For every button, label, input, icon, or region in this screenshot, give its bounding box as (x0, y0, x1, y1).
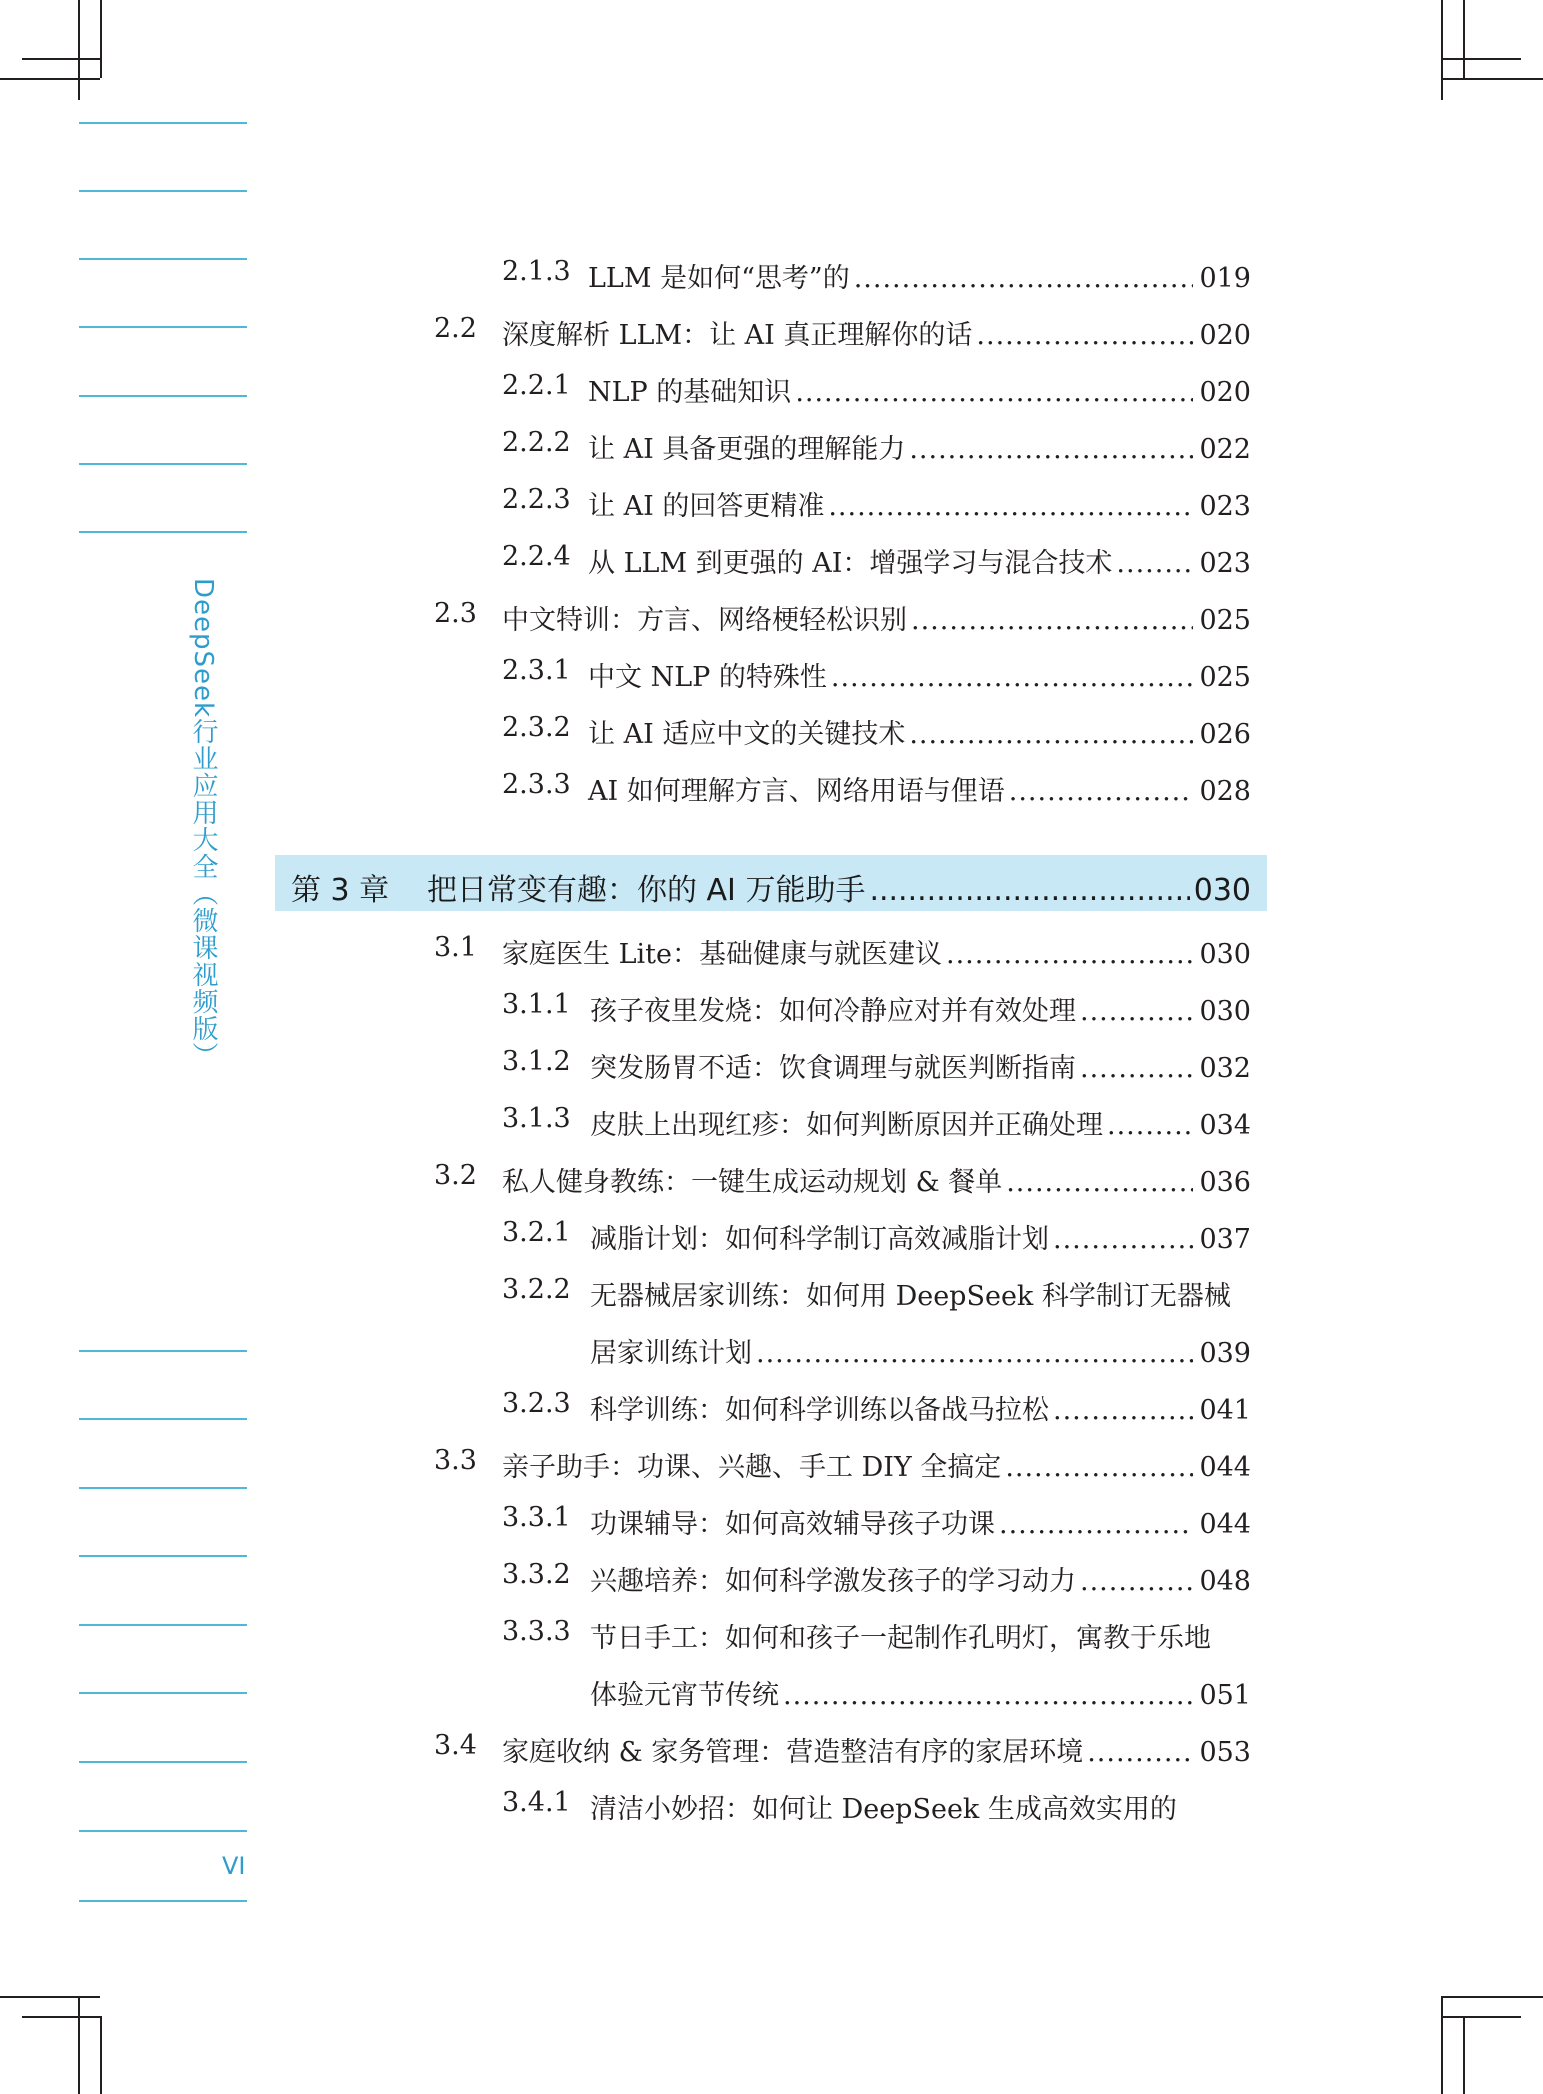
entry-title: 突发肠胃不适：饮食调理与就医判断指南 (590, 1053, 1076, 1084)
toc-entry[interactable] (0, 478, 1543, 526)
entry-title: 亲子助手：功课、兴趣、手工 DIY 全搞定 (502, 1452, 1002, 1483)
crop-mark (1443, 1996, 1543, 1998)
entry-title: 让 AI 适应中文的关键技术 (588, 719, 906, 750)
entry-page: 020 (1199, 320, 1251, 351)
toc-entry[interactable] (0, 706, 1543, 754)
entry-page: 051 (1199, 1680, 1251, 1711)
entry-title: 家庭收纳 & 家务管理：营造整洁有序的家居环境 (502, 1737, 1084, 1768)
entry-page: 030 (1199, 996, 1251, 1027)
entry-number: 3.1 (434, 932, 477, 963)
crop-mark (1441, 1996, 1443, 2094)
entry-number: 2.2.1 (502, 370, 571, 401)
toc-entry[interactable] (0, 1496, 1543, 1544)
crop-mark (78, 0, 80, 100)
entry-page: 022 (1199, 434, 1251, 465)
entry-number: 3.3.3 (502, 1616, 571, 1647)
toc-entry[interactable] (0, 1439, 1543, 1487)
entry-number: 2.2.2 (502, 427, 571, 458)
toc-entry[interactable] (0, 1724, 1543, 1772)
entry-number: 3.2.2 (502, 1274, 571, 1305)
crop-mark (100, 0, 102, 78)
toc-entry[interactable] (0, 1382, 1543, 1430)
entry-title: 功课辅导：如何高效辅导孩子功课 (590, 1509, 995, 1540)
entry-number: 3.3.2 (502, 1559, 571, 1590)
entry-page: 028 (1199, 776, 1251, 807)
entry-title: 中文特训：方言、网络梗轻松识别 (502, 605, 907, 636)
crop-mark (1463, 2016, 1465, 2094)
margin-rule (79, 1900, 247, 1902)
crop-mark (0, 1996, 100, 1998)
margin-rule (79, 1487, 247, 1489)
entry-page: 044 (1199, 1452, 1251, 1483)
entry-title: 皮肤上出现红疹：如何判断原因并正确处理 (590, 1110, 1103, 1141)
toc-entry[interactable] (0, 250, 1543, 298)
entry-number: 2.3.3 (502, 769, 571, 800)
entry-number: 2.2.4 (502, 541, 571, 572)
crop-mark (22, 2016, 100, 2018)
entry-page: 053 (1199, 1737, 1251, 1768)
entry-page: 039 (1199, 1338, 1251, 1369)
entry-title-line1: 节日手工：如何和孩子一起制作孔明灯，寓教于乐地 (590, 1623, 1211, 1654)
toc-entry[interactable] (0, 1097, 1543, 1145)
toc-entry[interactable] (0, 1211, 1543, 1259)
chapter-number: 第 3 章 (291, 873, 390, 908)
entry-number: 2.2 (434, 313, 477, 344)
entry-title-line2: 居家训练计划 (590, 1338, 752, 1369)
entry-title: NLP 的基础知识 (588, 377, 792, 408)
entry-title-line1: 无器械居家训练：如何用 DeepSeek 科学制订无器械 (590, 1281, 1231, 1312)
crop-mark (1441, 0, 1443, 100)
entry-page: 023 (1199, 548, 1251, 579)
chapter-heading[interactable] (275, 855, 1267, 911)
entry-page: 036 (1199, 1167, 1251, 1198)
entry-number: 2.3.1 (502, 655, 571, 686)
crop-mark (22, 58, 100, 60)
entry-number: 3.2 (434, 1160, 477, 1191)
entry-number: 2.3.2 (502, 712, 571, 743)
toc-entry[interactable] (0, 592, 1543, 640)
chapter-title: 把日常变有趣：你的 AI 万能助手 (427, 873, 866, 908)
toc-entry[interactable] (0, 926, 1543, 974)
entry-title: 兴趣培养：如何科学激发孩子的学习动力 (590, 1566, 1076, 1597)
entry-title: 孩子夜里发烧：如何冷静应对并有效处理 (590, 996, 1076, 1027)
entry-title: 减脂计划：如何科学制订高效减脂计划 (590, 1224, 1049, 1255)
toc-entry-continued[interactable] (0, 1667, 1543, 1715)
toc-entry[interactable] (0, 364, 1543, 412)
toc-entry[interactable] (0, 1610, 1543, 1658)
toc-entry[interactable] (0, 1268, 1543, 1316)
entry-page: 025 (1199, 662, 1251, 693)
crop-mark (1443, 58, 1521, 60)
toc-entry[interactable] (0, 1553, 1543, 1601)
page-number: VI (222, 1852, 246, 1880)
entry-page: 032 (1199, 1053, 1251, 1084)
toc-entry[interactable] (0, 1781, 1543, 1829)
crop-mark (0, 78, 100, 80)
toc-entry[interactable] (0, 649, 1543, 697)
entry-title-line2: 体验元宵节传统 (590, 1680, 779, 1711)
entry-title: 让 AI 具备更强的理解能力 (588, 434, 906, 465)
entry-page: 023 (1199, 491, 1251, 522)
margin-rule (79, 190, 247, 192)
entry-title: 让 AI 的回答更精准 (588, 491, 825, 522)
toc-entry[interactable] (0, 1154, 1543, 1202)
crop-mark (1443, 78, 1543, 80)
entry-number: 3.2.1 (502, 1217, 571, 1248)
entry-page: 041 (1199, 1395, 1251, 1426)
toc-entry-continued[interactable] (0, 1325, 1543, 1373)
entry-page: 037 (1199, 1224, 1251, 1255)
crop-mark (100, 2016, 102, 2094)
entry-page: 048 (1199, 1566, 1251, 1597)
toc-entry[interactable] (0, 1040, 1543, 1088)
entry-number: 3.1.2 (502, 1046, 571, 1077)
entry-title: AI 如何理解方言、网络用语与俚语 (588, 776, 1005, 807)
entry-number: 3.3.1 (502, 1502, 571, 1533)
margin-rule (79, 122, 247, 124)
entry-page: 025 (1199, 605, 1251, 636)
crop-mark (1443, 2016, 1521, 2018)
entry-title: 中文 NLP 的特殊性 (588, 662, 827, 693)
toc-entry[interactable] (0, 763, 1543, 811)
margin-rule (79, 531, 247, 533)
entry-title: 私人健身教练：一键生成运动规划 & 餐单 (502, 1167, 1003, 1198)
entry-number: 2.3 (434, 598, 477, 629)
entry-page: 026 (1199, 719, 1251, 750)
entry-title: 清洁小妙招：如何让 DeepSeek 生成高效实用的 (590, 1794, 1177, 1825)
toc-entry[interactable] (0, 983, 1543, 1031)
entry-number: 2.2.3 (502, 484, 571, 515)
crop-mark (78, 1996, 80, 2094)
entry-page: 034 (1199, 1110, 1251, 1141)
entry-title: LLM 是如何“思考”的 (588, 263, 850, 294)
margin-rule (79, 1830, 247, 1832)
entry-page: 030 (1199, 939, 1251, 970)
entry-title: 家庭医生 Lite：基础健康与就医建议 (502, 939, 942, 970)
toc-entry[interactable] (0, 421, 1543, 469)
entry-title: 深度解析 LLM：让 AI 真正理解你的话 (502, 320, 973, 351)
toc-entry[interactable] (0, 307, 1543, 355)
entry-number: 3.4 (434, 1730, 477, 1761)
entry-number: 2.1.3 (502, 256, 571, 287)
entry-title: 科学训练：如何科学训练以备战马拉松 (590, 1395, 1049, 1426)
chapter-page: 030 (1193, 873, 1251, 908)
entry-page: 044 (1199, 1509, 1251, 1540)
entry-number: 3.1.1 (502, 989, 571, 1020)
entry-page: 019 (1199, 263, 1251, 294)
toc-entry[interactable] (0, 535, 1543, 583)
entry-page: 020 (1199, 377, 1251, 408)
entry-title: 从 LLM 到更强的 AI：增强学习与混合技术 (588, 548, 1113, 579)
entry-number: 3.1.3 (502, 1103, 571, 1134)
entry-number: 3.4.1 (502, 1787, 571, 1818)
crop-mark (1463, 0, 1465, 78)
book-title-spine: DeepSeek行业应用大全（微课视频版） (188, 578, 218, 1070)
entry-number: 3.2.3 (502, 1388, 571, 1419)
entry-number: 3.3 (434, 1445, 477, 1476)
